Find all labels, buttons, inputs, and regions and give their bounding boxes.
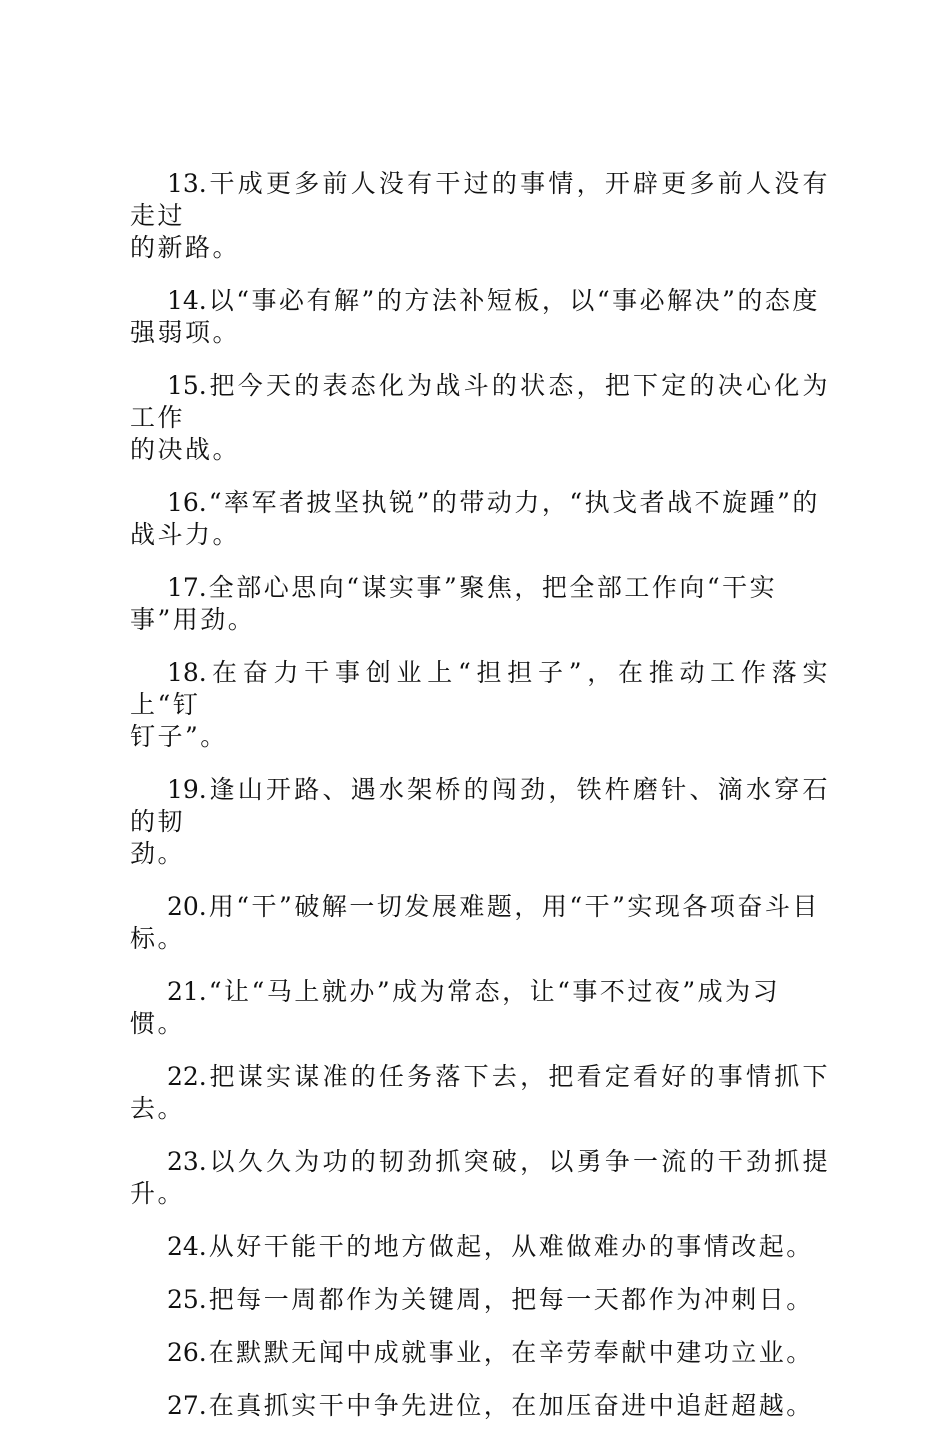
item-text-line: “让“马上就办”成为常态，让“事不过夜”成为习 [208,977,781,1006]
list-item [130,891,830,955]
list-item [130,1337,830,1369]
item-text-line: 干成更多前人没有干过的事情，开辟更多前人没有走过 [130,169,830,230]
list-item [130,1284,830,1316]
item-text-line: 以“事必有解”的方法补短板，以“事必解决”的态度 [208,286,820,315]
item-text-line: 全部心思向“谋实事”聚焦，把全部工作向“干实 [208,573,778,602]
item-number: 18. [167,658,207,687]
item-number: 15. [167,371,207,400]
item-number: 25. [167,1285,207,1314]
item-number: 14. [167,286,207,315]
item-text-line: 标。 [130,924,186,953]
item-number: 19. [167,775,207,804]
item-number: 27. [167,1391,207,1420]
item-text-line: 在真抓实干中争先进位，在加压奋进中追赶超越。 [208,1391,814,1420]
item-text-line: 把谋实谋准的任务落下去，把看定看好的事情抓下去。 [130,1062,830,1123]
item-text-line: 用“干”破解一切发展难题，用“干”实现各项奋斗目 [208,892,820,921]
item-text-line: 的决战。 [130,435,241,464]
list-item [130,774,830,870]
item-number: 13. [167,169,207,198]
item-number: 16. [167,488,207,517]
item-text-line: 钉子”。 [130,722,228,751]
list-item [130,976,830,1040]
list-item [130,1146,830,1210]
item-text-line: 在奋力干事创业上“担担子”，在推动工作落实上“钉 [130,658,830,719]
item-text-line: “率军者披坚执锐”的带动力，“执戈者战不旋踵”的 [208,488,820,517]
list-item [130,1061,830,1125]
item-number: 22. [167,1062,207,1091]
item-number: 21. [167,977,207,1006]
list-item [130,285,830,349]
list-item [130,572,830,636]
document-body [130,168,830,1443]
item-text-line: 从好干能干的地方做起，从难做难办的事情改起。 [208,1232,814,1261]
item-number: 17. [167,573,207,602]
list-item [130,168,830,264]
item-text-line: 的新路。 [130,233,241,262]
item-text-line: 以久久为功的韧劲抓突破，以勇争一流的干劲抓提升。 [130,1147,830,1208]
item-text-line: 战斗力。 [130,520,241,549]
list-item [130,1231,830,1263]
item-text-line: 把今天的表态化为战斗的状态，把下定的决心化为工作 [130,371,830,432]
item-number: 26. [167,1338,207,1367]
item-number: 20. [167,892,207,921]
item-text-line: 强弱项。 [130,318,241,347]
item-number: 24. [167,1232,207,1261]
list-item [130,487,830,551]
list-item [130,370,830,466]
item-number: 23. [167,1147,207,1176]
item-text-line: 把每一周都作为关键周，把每一天都作为冲刺日。 [208,1285,814,1314]
item-text-line: 劲。 [130,839,186,868]
item-text-line: 逢山开路、遇水架桥的闯劲，铁杵磨针、滴水穿石的韧 [130,775,830,836]
item-text-line: 在默默无闻中成就事业，在辛劳奉献中建功立业。 [208,1338,814,1367]
list-item [130,1390,830,1422]
item-text-line: 事”用劲。 [130,605,256,634]
list-item [130,657,830,753]
item-text-line: 惯。 [130,1009,186,1038]
